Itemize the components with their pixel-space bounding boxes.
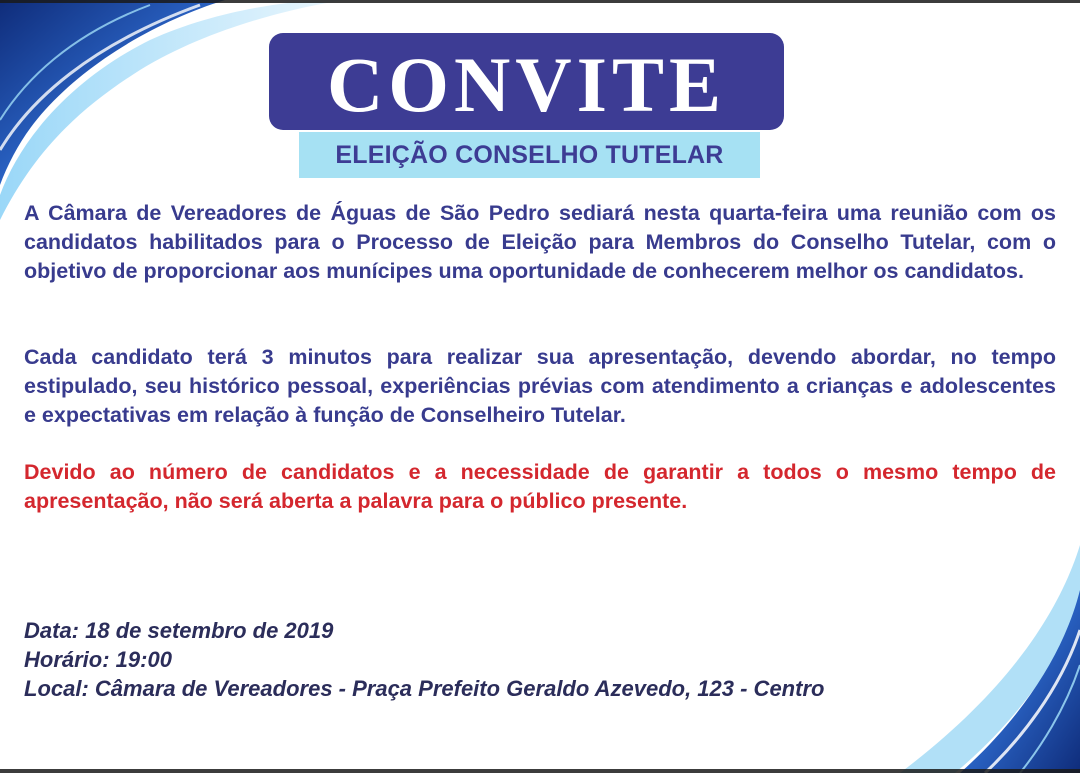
event-time: Horário: 19:00	[24, 647, 172, 672]
event-location: Local: Câmara de Vereadores - Praça Prefeito Geraldo Azevedo, 123 - Centro	[24, 676, 825, 701]
event-date: Data: 18 de setembro de 2019	[24, 618, 334, 643]
page-title: CONVITE	[326, 40, 727, 128]
presentation-paragraph: Cada candidato terá 3 minutos para realizar sua apresentação, devendo abordar, no tempo estipulado, seu histórico pessoal, experiências prévias com atendimento a crianças e adolescentes e expectativas em relação à função de Conselheiro Tutelar.	[24, 345, 1056, 427]
subtitle-banner	[299, 132, 760, 178]
notice-paragraph: Devido ao número de candidatos e a necessidade de garantir a todos o mesmo tempo de apresentação, não será aberta a palavra para o público presente.	[24, 460, 1056, 513]
event-details	[24, 616, 1004, 703]
page-subtitle: ELEIÇÃO CONSELHO TUTELAR	[335, 140, 724, 169]
intro-paragraph: A Câmara de Vereadores de Águas de São Pedro sediará nesta quarta-feira uma reunião com os candidatos habilitados para o Processo de Eleição para Membros do Conselho Tutelar, com o objetivo de proporcionar aos munícipes uma oportunidade de conhecerem melhor os candidatos.	[24, 201, 1056, 283]
title-banner	[269, 33, 784, 130]
